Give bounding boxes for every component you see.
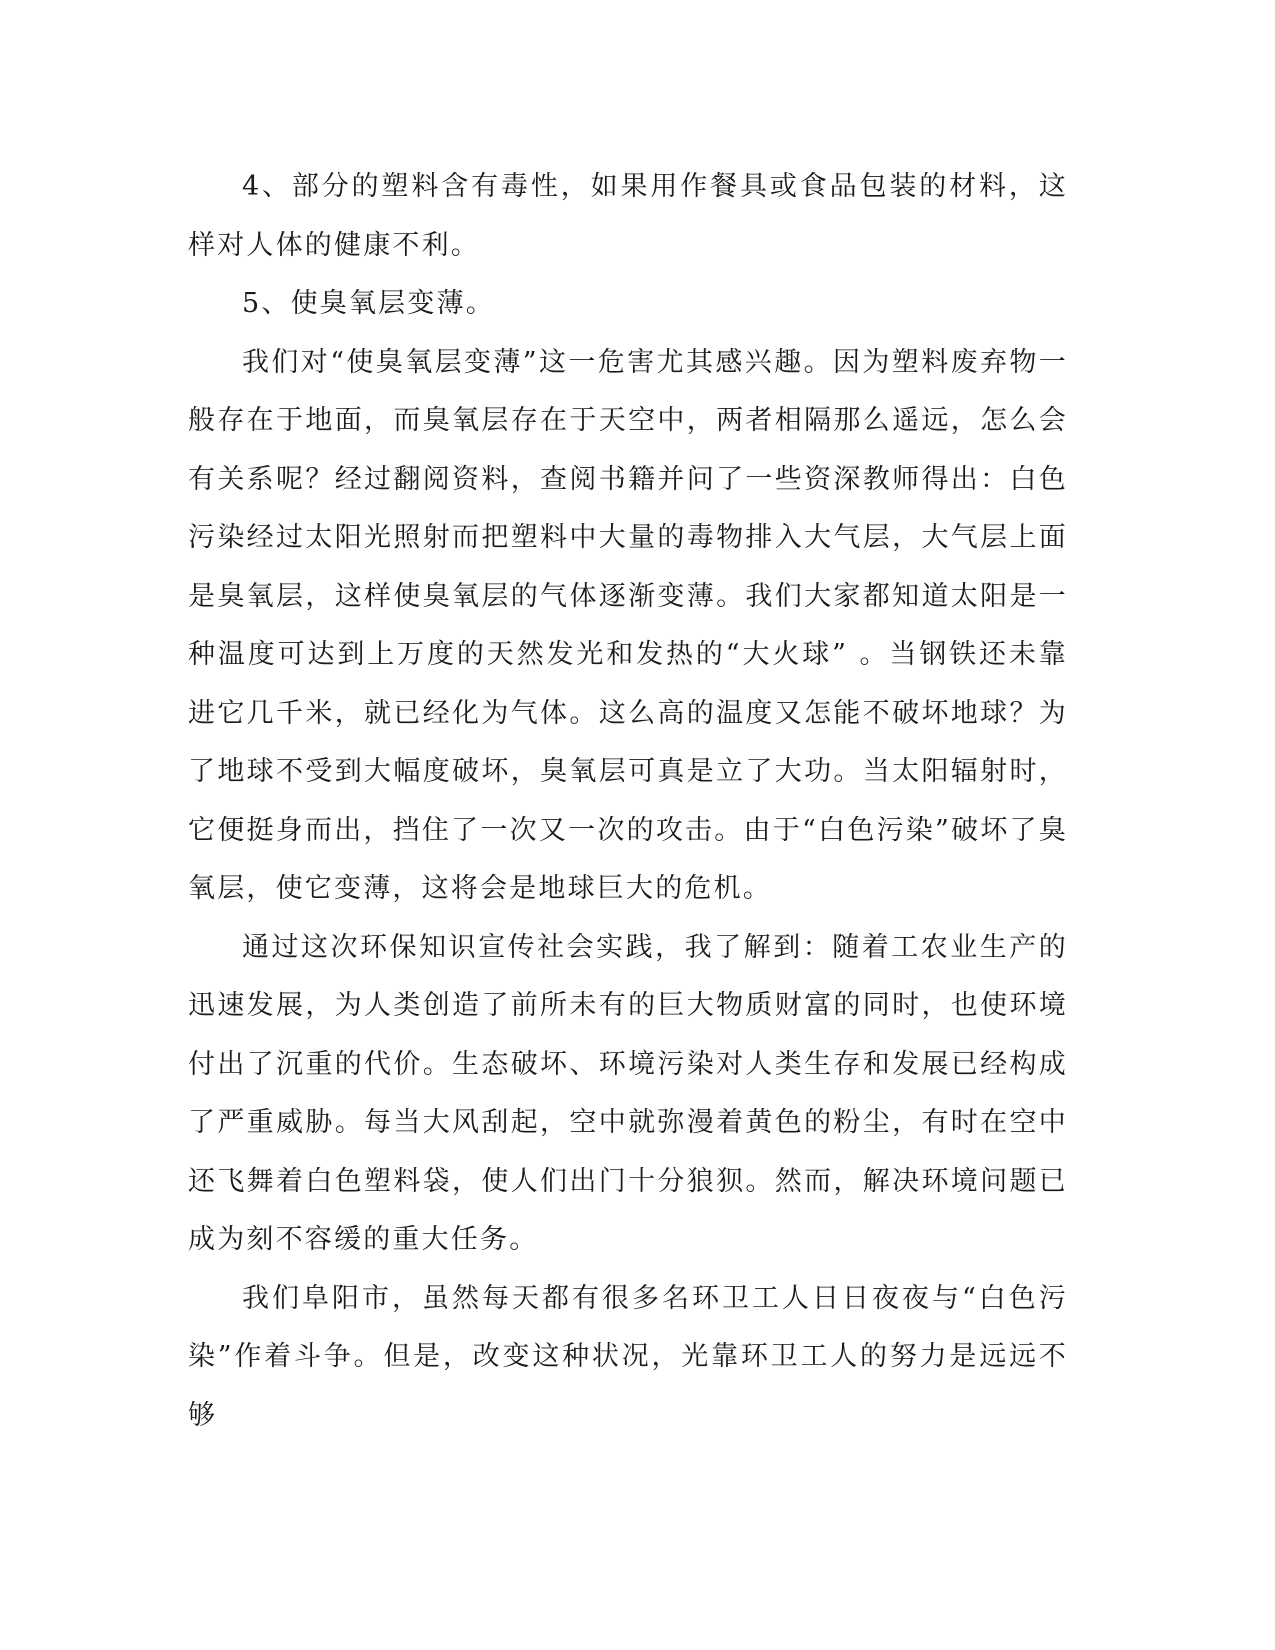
- paragraph-ozone-explanation: 我们对“使臭氧层变薄”这一危害尤其感兴趣。因为塑料废弃物一般存在于地面，而臭氧层存在于天空中，两者相隔那么遥远，怎么会有关系呢？经过翻阅资料，查阅书籍并问了一些资深教师得出：白色污染经过太阳光照射而把塑料中大量的毒物排入大气层，大气层上面是臭氧层，这样使臭氧层的气体逐渐变薄。我们大家都知道太阳是一种温度可达到上万度的天然发光和发热的“大火球” 。当钢铁还未靠进它几千米，就已经化为气体。这么高的温度又怎能不破坏地球？为了地球不受到大幅度破坏，臭氧层可真是立了大功。当太阳辐射时，它便挺身而出，挡住了一次又一次的攻击。由于“白色污染”破坏了臭氧层，使它变薄，这将会是地球巨大的危机。: [188, 346, 1068, 904]
- paragraph-fuyang-city: 我们阜阳市，虽然每天都有很多名环卫工人日日夜夜与“白色污染”作着斗争。但是，改变这种状况，光靠环卫工人的努力是远远不够: [188, 1282, 1068, 1431]
- paragraph-ozone-heading: 5、使臭氧层变薄。: [242, 288, 495, 319]
- document-body: [188, 158, 1068, 1445]
- paragraph-practice-reflection: 通过这次环保知识宣传社会实践，我了解到：随着工农业生产的迅速发展，为人类创造了前所未有的巨大物质财富的同时，也使环境付出了沉重的代价。生态破坏、环境污染对人类生存和发展已经构成了严重威胁。每当大风刮起，空中就弥漫着黄色的粉尘，有时在空中还飞舞着白色塑料袋，使人们出门十分狼狈。然而，解决环境问题已成为刻不容缓的重大任务。: [188, 931, 1068, 1255]
- paragraph-toxicity: 4、部分的塑料含有毒性，如果用作餐具或食品包装的材料，这样对人体的健康不利。: [188, 171, 1068, 261]
